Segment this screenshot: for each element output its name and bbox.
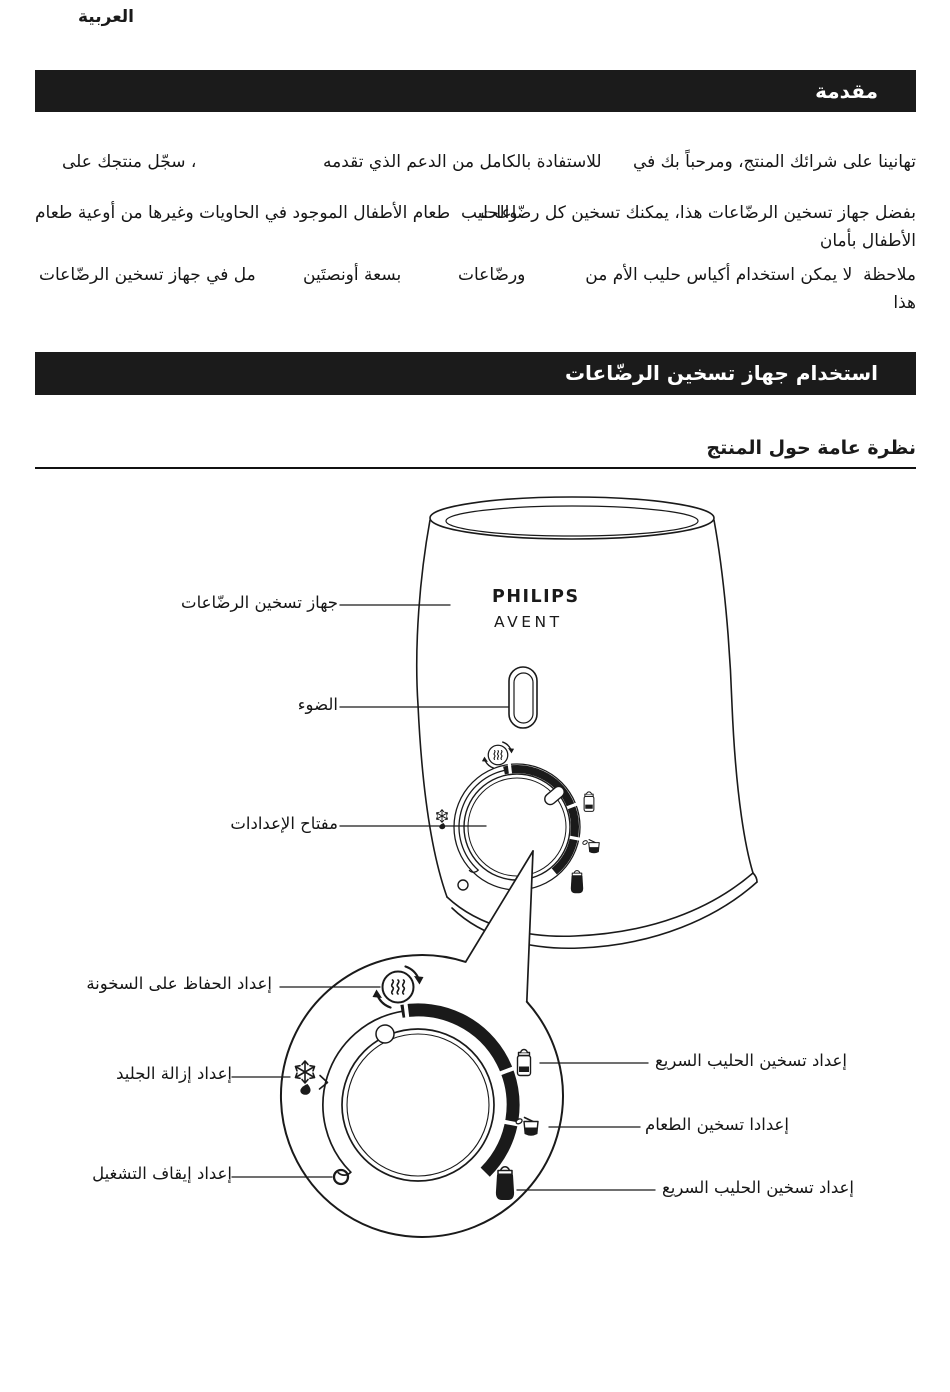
note-part2: ورضّاعات — [458, 265, 526, 285]
intro-paragraph1-part1: تهانينا على شرائك المنتج، ومرحباً بك في — [632, 152, 916, 172]
section-bar-intro: مقدمة — [35, 70, 916, 112]
food-warming-jar-icon — [582, 840, 599, 853]
intro-paragraph2-line2: الأطفال بأمان — [819, 231, 916, 251]
label-bottle-warmer: جهاز تسخين الرضّاعات — [181, 593, 338, 612]
fast-milk-large-bottle-icon — [571, 871, 583, 893]
language-label: العربية — [78, 7, 135, 27]
label-fast-milk-setting-top: إعداد تسخين الحليب السريع — [655, 1051, 847, 1070]
brand-philips: PHILIPS — [492, 587, 580, 607]
label-keep-warm-setting: إعداد الحفاظ على السخونة — [86, 974, 272, 993]
heading-rule — [35, 467, 916, 469]
overview-heading: نظرة عامة حول المنتج — [706, 437, 916, 459]
device-settings-dial — [436, 742, 600, 893]
intro-paragraph1-part3: ، سجّل منتجك على — [62, 152, 197, 172]
fast-milk-small-bottle-icon — [584, 792, 594, 812]
note-part4: مل في جهاز تسخين الرضّاعات — [39, 265, 256, 285]
label-light: الضوء — [297, 695, 338, 714]
brand-avent: AVENT — [494, 613, 563, 631]
label-fast-milk-setting-bottom: إعداد تسخين الحليب السريع — [662, 1178, 854, 1197]
label-off-setting: إعداد إيقاف التشغيل — [92, 1164, 232, 1183]
magnified-knob — [342, 1029, 494, 1181]
magnified-dial — [281, 955, 563, 1237]
label-defrost-setting: إعداد إزالة الجليد — [116, 1064, 232, 1083]
intro-paragraph1-part2: للاستفادة بالكامل من الدعم الذي تقدمه — [323, 152, 602, 172]
device-off-mark — [458, 880, 468, 890]
note-part3: بسعة أونصتَين — [303, 265, 402, 285]
knob-indicator-bump — [376, 1025, 394, 1043]
intro-paragraph2-part1: بفضل جهاز تسخين الرضّاعات هذا، يمكنك تسخين كل رضّاعات — [480, 203, 916, 223]
label-settings-knob: مفتاح الإعدادات — [230, 814, 338, 833]
intro-paragraph2-part2: والحليب طعام الأطفال الموجود في الحاويات وغيرها من أوعية طعام — [35, 203, 518, 223]
fast-milk-small-bottle-icon — [518, 1050, 531, 1076]
fast-milk-large-bottle-icon — [496, 1167, 513, 1200]
product-diagram — [0, 475, 950, 1280]
bottle-warmer-body — [417, 497, 757, 948]
section-bar-usage: استخدام جهاز تسخين الرضّاعات — [35, 352, 916, 395]
note-line2: هذا — [893, 293, 916, 313]
note-part1: ملاحظة لا يمكن استخدام أكياس حليب الأم من — [585, 265, 916, 285]
label-food-warming-setting: إعدادا تسخين الطعام — [645, 1115, 789, 1134]
